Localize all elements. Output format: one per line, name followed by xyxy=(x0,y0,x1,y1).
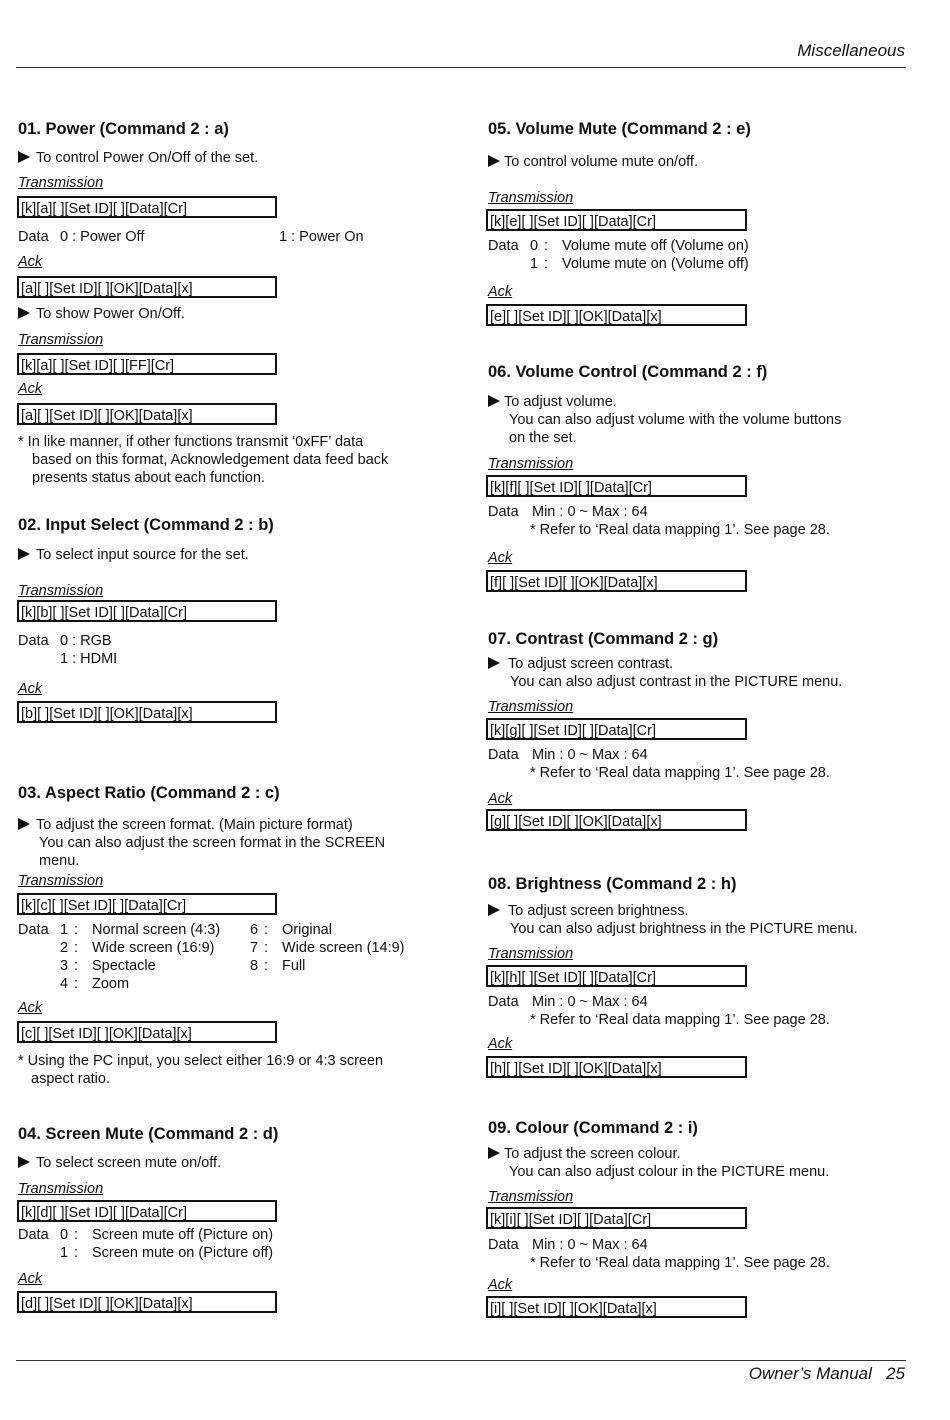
data-label: Data xyxy=(18,229,49,245)
aspect-ack-box: [c][ ][Set ID][ ][OK][Data][x] xyxy=(17,1021,277,1043)
volume-control-reference: * Refer to ‘Real data mapping 1’. See page 28. xyxy=(530,522,830,538)
option-label: Original xyxy=(282,922,332,938)
option-number: 2 xyxy=(60,940,69,956)
option-number: 7 xyxy=(250,940,259,956)
contrast-range: Min : 0 ~ Max : 64 xyxy=(532,747,648,763)
colour-desc-text: To adjust the screen colour. xyxy=(504,1146,681,1162)
option-label: Volume mute on (Volume off) xyxy=(562,256,749,272)
triangle-bullet-icon xyxy=(488,395,500,407)
section-title-contrast: 07. Contrast (Command 2 : g) xyxy=(488,630,719,648)
ack-label: Ack xyxy=(18,1000,43,1016)
volume-mute-desc xyxy=(488,153,698,171)
colon: : xyxy=(264,940,269,956)
footer-rule xyxy=(16,1360,906,1361)
transmission-label: Transmission xyxy=(18,873,104,889)
power-desc-text: To control Power On/Off of the set. xyxy=(36,150,259,166)
section-title-colour: 09. Colour (Command 2 : i) xyxy=(488,1119,698,1137)
input-data-0: 0 : RGB xyxy=(60,633,112,649)
input-data-1: 1 : HDMI xyxy=(60,651,118,667)
aspect-options-b xyxy=(250,921,405,975)
power-note-line-1: * In like manner, if other functions transmit ‘0xFF’ data xyxy=(18,434,364,450)
ack-label: Ack xyxy=(18,254,43,270)
colon: : xyxy=(74,1245,79,1261)
option-number: 4 xyxy=(60,976,69,992)
aspect-desc xyxy=(18,816,353,834)
contrast-ack-box: [g][ ][Set ID][ ][OK][Data][x] xyxy=(486,809,747,831)
colour-reference: * Refer to ‘Real data mapping 1’. See page 28. xyxy=(530,1255,830,1271)
triangle-bullet-icon xyxy=(488,155,500,167)
power-desc xyxy=(18,149,258,167)
volume-mute-ack-box: [e][ ][Set ID][ ][OK][Data][x] xyxy=(486,304,747,326)
transmission-label: Transmission xyxy=(488,456,574,472)
screen-mute-desc-text: To select screen mute on/off. xyxy=(36,1155,222,1171)
colon: : xyxy=(264,922,269,938)
contrast-transmission-box: [k][g][ ][Set ID][ ][Data][Cr] xyxy=(486,718,747,740)
ack-label: Ack xyxy=(488,284,513,300)
colon: : xyxy=(74,958,79,974)
transmission-label: Transmission xyxy=(18,332,104,348)
transmission-label: Transmission xyxy=(488,1189,574,1205)
colon: : xyxy=(74,940,79,956)
ack-label: Ack xyxy=(488,791,513,807)
volume-control-desc xyxy=(488,393,617,411)
option-number: 0 xyxy=(60,1227,69,1243)
colour-range: Min : 0 ~ Max : 64 xyxy=(532,1237,648,1253)
option-number: 1 xyxy=(60,922,69,938)
data-label: Data xyxy=(488,238,519,254)
power-ack-box: [a][ ][Set ID][ ][OK][Data][x] xyxy=(17,276,277,298)
brightness-desc-line-2: You can also adjust brightness in the PICTURE menu. xyxy=(510,921,858,937)
section-title-screen-mute: 04. Screen Mute (Command 2 : d) xyxy=(18,1125,279,1143)
transmission-label: Transmission xyxy=(488,946,574,962)
running-footer xyxy=(749,1365,905,1383)
contrast-desc xyxy=(488,655,673,673)
option-label: Zoom xyxy=(92,976,130,992)
option-label: Wide screen (14:9) xyxy=(282,940,405,956)
section-title-brightness: 08. Brightness (Command 2 : h) xyxy=(488,875,737,893)
running-header: Miscellaneous xyxy=(797,41,905,60)
ack-label: Ack xyxy=(488,550,513,566)
section-title-input-select: 02. Input Select (Command 2 : b) xyxy=(18,516,274,534)
colon: : xyxy=(74,922,79,938)
screen-mute-desc xyxy=(18,1154,221,1172)
aspect-note-line-1: * Using the PC input, you select either 16:9 or 4:3 screen xyxy=(18,1053,384,1069)
screen-mute-options xyxy=(60,1226,273,1262)
transmission-label: Transmission xyxy=(18,583,104,599)
transmission-label: Transmission xyxy=(488,190,574,206)
data-label: Data xyxy=(488,504,519,520)
colon: : xyxy=(544,238,549,254)
volume-control-desc-line-3: on the set. xyxy=(509,430,577,446)
section-title-volume-control: 06. Volume Control (Command 2 : f) xyxy=(488,363,768,381)
option-number: 6 xyxy=(250,922,259,938)
input-desc xyxy=(18,546,249,564)
power-data-0: 0 : Power Off xyxy=(60,229,145,245)
aspect-options-a xyxy=(60,921,220,993)
triangle-bullet-icon xyxy=(18,818,30,830)
power-note-line-2: based on this format, Acknowledgement data feed back xyxy=(32,452,389,468)
brightness-range: Min : 0 ~ Max : 64 xyxy=(532,994,648,1010)
colour-desc-line-2: You can also adjust colour in the PICTURE menu. xyxy=(509,1164,830,1180)
ack-label: Ack xyxy=(18,1271,43,1287)
aspect-desc-text: To adjust the screen format. (Main picture format) xyxy=(36,817,353,833)
input-transmission-box: [k][b][ ][Set ID][ ][Data][Cr] xyxy=(17,600,277,622)
power-desc-2-text: To show Power On/Off. xyxy=(36,306,185,322)
colour-desc xyxy=(488,1145,681,1163)
volume-mute-desc-text: To control volume mute on/off. xyxy=(504,154,698,170)
power-ack-2-box: [a][ ][Set ID][ ][OK][Data][x] xyxy=(17,403,277,425)
power-transmission-box: [k][a][ ][Set ID][ ][Data][Cr] xyxy=(17,196,277,218)
triangle-bullet-icon xyxy=(18,151,30,163)
input-desc-text: To select input source for the set. xyxy=(36,547,249,563)
triangle-bullet-icon xyxy=(18,307,30,319)
footer-text: Owner’s Manual xyxy=(748,1364,872,1383)
data-label: Data xyxy=(18,633,49,649)
volume-control-transmission-box: [k][f][ ][Set ID][ ][Data][Cr] xyxy=(486,475,747,497)
colon: : xyxy=(74,1227,79,1243)
power-note-line-3: presents status about each function. xyxy=(32,470,265,486)
colour-ack-box: [i][ ][Set ID][ ][OK][Data][x] xyxy=(486,1296,747,1318)
page-number: 25 xyxy=(886,1364,905,1383)
aspect-note-line-2: aspect ratio. xyxy=(31,1071,110,1087)
data-label: Data xyxy=(18,1227,49,1243)
screen-mute-transmission-box: [k][d][ ][Set ID][ ][Data][Cr] xyxy=(17,1200,277,1222)
contrast-desc-line-2: You can also adjust contrast in the PICTURE menu. xyxy=(510,674,843,690)
volume-control-ack-box: [f][ ][Set ID][ ][OK][Data][x] xyxy=(486,570,747,592)
header-rule xyxy=(16,67,906,68)
colour-transmission-box: [k][i][ ][Set ID][ ][Data][Cr] xyxy=(486,1207,747,1229)
option-label: Screen mute off (Picture on) xyxy=(92,1227,274,1243)
option-label: Normal screen (4:3) xyxy=(92,922,221,938)
option-number: 8 xyxy=(250,958,259,974)
data-label: Data xyxy=(488,994,519,1010)
triangle-bullet-icon xyxy=(488,1147,500,1159)
option-label: Wide screen (16:9) xyxy=(92,940,215,956)
triangle-bullet-icon xyxy=(18,1156,30,1168)
ack-label: Ack xyxy=(18,681,43,697)
ack-label: Ack xyxy=(488,1036,513,1052)
power-data-1: 1 : Power On xyxy=(279,229,364,245)
triangle-bullet-icon xyxy=(488,904,500,916)
aspect-transmission-box: [k][c][ ][Set ID][ ][Data][Cr] xyxy=(17,893,277,915)
data-label: Data xyxy=(488,1237,519,1253)
option-number: 3 xyxy=(60,958,69,974)
contrast-desc-text: To adjust screen contrast. xyxy=(508,656,674,672)
brightness-transmission-box: [k][h][ ][Set ID][ ][Data][Cr] xyxy=(486,965,747,987)
aspect-desc-line-2: You can also adjust the screen format in the SCREEN xyxy=(39,835,386,851)
triangle-bullet-icon xyxy=(18,548,30,560)
data-label: Data xyxy=(488,747,519,763)
input-ack-box: [b][ ][Set ID][ ][OK][Data][x] xyxy=(17,701,277,723)
option-number: 0 xyxy=(530,238,539,254)
option-label: Screen mute on (Picture off) xyxy=(92,1245,274,1261)
option-number: 1 xyxy=(60,1245,69,1261)
section-title-volume-mute: 05. Volume Mute (Command 2 : e) xyxy=(488,120,751,138)
data-label: Data xyxy=(18,922,49,938)
colon: : xyxy=(264,958,269,974)
section-title-aspect-ratio: 03. Aspect Ratio (Command 2 : c) xyxy=(18,784,280,802)
volume-control-desc-line-2: You can also adjust volume with the volume buttons xyxy=(509,412,842,428)
volume-mute-transmission-box: [k][e][ ][Set ID][ ][Data][Cr] xyxy=(486,209,747,231)
ack-label: Ack xyxy=(488,1277,513,1293)
brightness-ack-box: [h][ ][Set ID][ ][OK][Data][x] xyxy=(486,1056,747,1078)
aspect-desc-line-3: menu. xyxy=(39,853,80,869)
power-desc-2 xyxy=(18,305,185,323)
transmission-label: Transmission xyxy=(18,1181,104,1197)
power-transmission-ff-box: [k][a][ ][Set ID][ ][FF][Cr] xyxy=(17,353,277,375)
transmission-label: Transmission xyxy=(18,175,104,191)
contrast-reference: * Refer to ‘Real data mapping 1’. See page 28. xyxy=(530,765,830,781)
colon: : xyxy=(74,976,79,992)
screen-mute-ack-box: [d][ ][Set ID][ ][OK][Data][x] xyxy=(17,1291,277,1313)
option-label: Spectacle xyxy=(92,958,156,974)
option-number: 1 xyxy=(530,256,539,272)
brightness-reference: * Refer to ‘Real data mapping 1’. See page 28. xyxy=(530,1012,830,1028)
option-label: Full xyxy=(282,958,306,974)
triangle-bullet-icon xyxy=(488,657,500,669)
volume-mute-options xyxy=(530,237,749,273)
transmission-label: Transmission xyxy=(488,699,574,715)
ack-label: Ack xyxy=(18,381,43,397)
brightness-desc xyxy=(488,902,689,920)
volume-control-range: Min : 0 ~ Max : 64 xyxy=(532,504,648,520)
section-title-power: 01. Power (Command 2 : a) xyxy=(18,120,229,138)
brightness-desc-text: To adjust screen brightness. xyxy=(508,903,689,919)
volume-control-desc-text: To adjust volume. xyxy=(504,394,617,410)
colon: : xyxy=(544,256,549,272)
option-label: Volume mute off (Volume on) xyxy=(562,238,749,254)
